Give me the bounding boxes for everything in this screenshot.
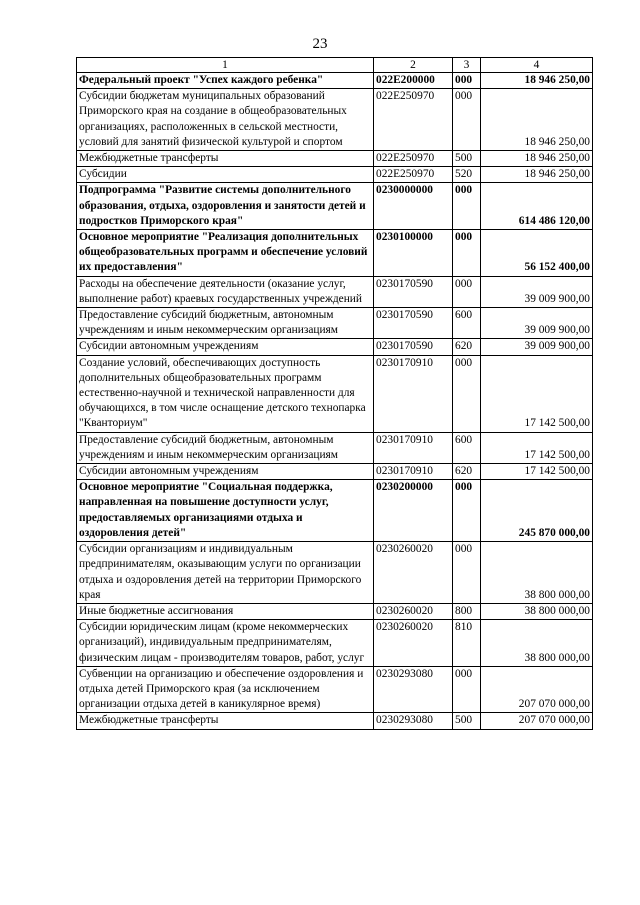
row-code-cell: 0230170590 bbox=[374, 276, 453, 307]
row-code-cell: 0230000000 bbox=[374, 183, 453, 230]
budget-table bbox=[76, 57, 593, 730]
row-amount-cell: 18 946 250,00 bbox=[481, 89, 593, 151]
row-amount-cell: 38 800 000,00 bbox=[481, 542, 593, 604]
row-amount-cell: 17 142 500,00 bbox=[481, 432, 593, 463]
row-type-cell: 000 bbox=[453, 89, 481, 151]
row-type-cell: 600 bbox=[453, 432, 481, 463]
row-name-cell: Межбюджетные трансферты bbox=[77, 151, 374, 167]
row-amount-cell: 245 870 000,00 bbox=[481, 480, 593, 542]
row-type-cell: 500 bbox=[453, 151, 481, 167]
row-name-cell: Субсидии юридическим лицам (кроме некоммерческих организаций), индивидуальным предпринимателям, физическим лицам - производителям товаров, работ, услуг bbox=[77, 620, 374, 667]
table-header-row bbox=[77, 58, 593, 73]
row-amount-cell: 614 486 120,00 bbox=[481, 183, 593, 230]
column-header-type: 3 bbox=[453, 58, 481, 73]
row-name-cell: Субсидии автономным учреждениям bbox=[77, 339, 374, 355]
table-row bbox=[77, 355, 593, 432]
row-code-cell: 0230260020 bbox=[374, 542, 453, 604]
row-type-cell: 000 bbox=[453, 276, 481, 307]
table-row bbox=[77, 230, 593, 277]
row-name-cell: Межбюджетные трансферты bbox=[77, 713, 374, 729]
row-type-cell: 800 bbox=[453, 603, 481, 619]
row-code-cell: 0230170590 bbox=[374, 308, 453, 339]
row-type-cell: 000 bbox=[453, 542, 481, 604]
row-name-cell: Федеральный проект "Успех каждого ребенка" bbox=[77, 73, 374, 89]
column-header-code: 2 bbox=[374, 58, 453, 73]
row-type-cell: 620 bbox=[453, 464, 481, 480]
row-name-cell: Подпрограмма "Развитие системы дополнительного образования, отдыха, оздоровления и занятости детей и подростков Приморского края" bbox=[77, 183, 374, 230]
row-amount-cell: 207 070 000,00 bbox=[481, 713, 593, 729]
row-code-cell: 0230170590 bbox=[374, 339, 453, 355]
row-code-cell: 022E200000 bbox=[374, 73, 453, 89]
row-amount-cell: 17 142 500,00 bbox=[481, 355, 593, 432]
row-code-cell: 0230260020 bbox=[374, 603, 453, 619]
row-code-cell: 0230170910 bbox=[374, 432, 453, 463]
table-row bbox=[77, 432, 593, 463]
table-row bbox=[77, 151, 593, 167]
row-name-cell: Расходы на обеспечение деятельности (оказание услуг, выполнение работ) краевых государственных учреждений bbox=[77, 276, 374, 307]
row-amount-cell: 18 946 250,00 bbox=[481, 73, 593, 89]
row-name-cell: Иные бюджетные ассигнования bbox=[77, 603, 374, 619]
row-type-cell: 620 bbox=[453, 339, 481, 355]
row-name-cell: Предоставление субсидий бюджетным, автономным учреждениям и иным некоммерческим организациям bbox=[77, 432, 374, 463]
row-amount-cell: 39 009 900,00 bbox=[481, 339, 593, 355]
column-header-amount: 4 bbox=[481, 58, 593, 73]
table-row bbox=[77, 666, 593, 713]
row-code-cell: 0230293080 bbox=[374, 713, 453, 729]
row-amount-cell: 207 070 000,00 bbox=[481, 666, 593, 713]
table-row bbox=[77, 339, 593, 355]
row-name-cell: Субсидии бюджетам муниципальных образований Приморского края на создание в общеобразовательных организациях, расположенных в сельской местности, условий для занятий физической культурой и спортом bbox=[77, 89, 374, 151]
row-amount-cell: 39 009 900,00 bbox=[481, 276, 593, 307]
row-amount-cell: 56 152 400,00 bbox=[481, 230, 593, 277]
row-name-cell: Субсидии организациям и индивидуальным предпринимателям, оказывающим услуги по организации отдыха и оздоровления детей на территории Приморского края bbox=[77, 542, 374, 604]
row-name-cell: Основное мероприятие "Социальная поддержка, направленная на повышение доступности услуг, предоставляемых организациями отдыха и оздоровления детей" bbox=[77, 480, 374, 542]
row-code-cell: 0230170910 bbox=[374, 464, 453, 480]
row-name-cell: Субсидии автономным учреждениям bbox=[77, 464, 374, 480]
table-row bbox=[77, 620, 593, 667]
row-type-cell: 520 bbox=[453, 167, 481, 183]
row-name-cell: Субсидии bbox=[77, 167, 374, 183]
row-amount-cell: 38 800 000,00 bbox=[481, 603, 593, 619]
row-type-cell: 000 bbox=[453, 480, 481, 542]
table-row bbox=[77, 713, 593, 729]
row-code-cell: 0230170910 bbox=[374, 355, 453, 432]
row-type-cell: 000 bbox=[453, 230, 481, 277]
row-name-cell: Предоставление субсидий бюджетным, автономным учреждениям и иным некоммерческим организациям bbox=[77, 308, 374, 339]
row-type-cell: 500 bbox=[453, 713, 481, 729]
table-row bbox=[77, 183, 593, 230]
row-code-cell: 022E250970 bbox=[374, 89, 453, 151]
row-amount-cell: 17 142 500,00 bbox=[481, 464, 593, 480]
row-type-cell: 000 bbox=[453, 183, 481, 230]
table-row bbox=[77, 464, 593, 480]
table-row bbox=[77, 167, 593, 183]
row-amount-cell: 18 946 250,00 bbox=[481, 167, 593, 183]
row-name-cell: Субвенции на организацию и обеспечение оздоровления и отдыха детей Приморского края (за исключением организации отдыха детей в каникулярное время) bbox=[77, 666, 374, 713]
row-code-cell: 0230260020 bbox=[374, 620, 453, 667]
table-row bbox=[77, 542, 593, 604]
row-type-cell: 600 bbox=[453, 308, 481, 339]
column-header-name: 1 bbox=[77, 58, 374, 73]
table-row bbox=[77, 308, 593, 339]
row-type-cell: 000 bbox=[453, 73, 481, 89]
row-amount-cell: 38 800 000,00 bbox=[481, 620, 593, 667]
row-name-cell: Создание условий, обеспечивающих доступность дополнительных общеобразовательных программ естественно-научной и технической направленности для обучающихся, в том числе оснащение детского технопарка "Кванториум" bbox=[77, 355, 374, 432]
table-row bbox=[77, 89, 593, 151]
row-name-cell: Основное мероприятие "Реализация дополнительных общеобразовательных программ и обеспечение условий их предоставления" bbox=[77, 230, 374, 277]
row-amount-cell: 39 009 900,00 bbox=[481, 308, 593, 339]
row-type-cell: 000 bbox=[453, 666, 481, 713]
row-type-cell: 810 bbox=[453, 620, 481, 667]
row-code-cell: 0230293080 bbox=[374, 666, 453, 713]
table-row bbox=[77, 73, 593, 89]
row-type-cell: 000 bbox=[453, 355, 481, 432]
row-code-cell: 022E250970 bbox=[374, 151, 453, 167]
table-row bbox=[77, 480, 593, 542]
row-code-cell: 0230100000 bbox=[374, 230, 453, 277]
table-row bbox=[77, 276, 593, 307]
row-code-cell: 0230200000 bbox=[374, 480, 453, 542]
page-number: 23 bbox=[312, 36, 328, 52]
row-code-cell: 022E250970 bbox=[374, 167, 453, 183]
row-amount-cell: 18 946 250,00 bbox=[481, 151, 593, 167]
table-row bbox=[77, 603, 593, 619]
